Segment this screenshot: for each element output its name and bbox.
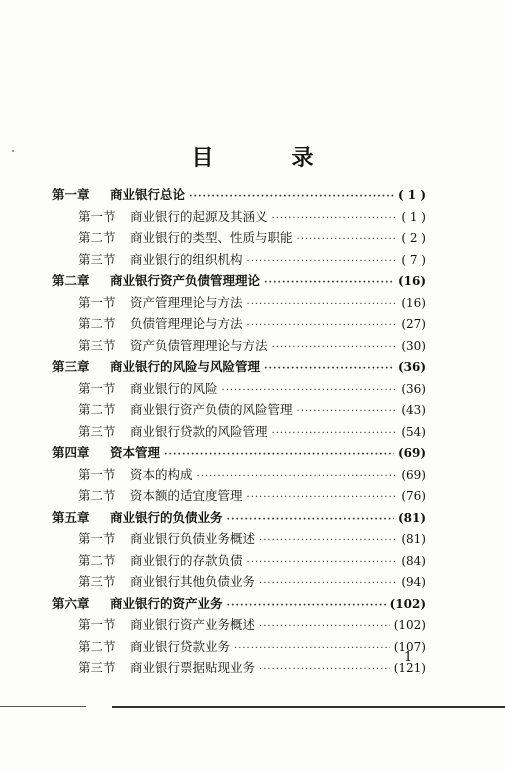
entry-title: 商业银行票据贴现业务 bbox=[130, 660, 256, 675]
entry-number: 第一节 bbox=[78, 208, 116, 224]
table-of-contents bbox=[52, 184, 426, 679]
entry-number: 第二节 bbox=[78, 552, 116, 568]
dot-leader bbox=[197, 466, 398, 488]
dot-leader bbox=[227, 595, 386, 617]
entry-page: (81) bbox=[401, 532, 426, 546]
dot-leader bbox=[247, 315, 398, 337]
entry-page: (107) bbox=[393, 639, 426, 654]
entry-number: 第二章 bbox=[52, 273, 90, 288]
toc-entry[interactable] bbox=[52, 249, 426, 271]
entry-page: (84) bbox=[401, 553, 426, 568]
toc-entry[interactable] bbox=[52, 335, 426, 357]
entry-number: 第五章 bbox=[52, 509, 90, 525]
entry-title: 商业银行贷款的风险管理 bbox=[130, 423, 268, 439]
toc-entry[interactable] bbox=[52, 378, 426, 400]
entry-title: 商业银行贷款业务 bbox=[130, 638, 231, 654]
toc-entry[interactable] bbox=[52, 206, 426, 228]
entry-title: 商业银行资产负债的风险管理 bbox=[130, 402, 293, 417]
entry-page: (43) bbox=[401, 403, 426, 417]
toc-entry[interactable] bbox=[52, 399, 426, 421]
entry-title: 商业银行的风险 bbox=[130, 380, 218, 396]
entry-page: (69) bbox=[397, 446, 426, 460]
entry-number: 第二节 bbox=[78, 230, 116, 245]
toc-entry[interactable] bbox=[52, 528, 426, 550]
entry-title: 商业银行负债业务概述 bbox=[130, 531, 256, 546]
toc-entry[interactable] bbox=[52, 571, 426, 593]
dot-leader bbox=[259, 659, 390, 681]
entry-title: 商业银行的存款负债 bbox=[130, 552, 243, 568]
toc-entry[interactable] bbox=[52, 614, 426, 636]
entry-number: 第二节 bbox=[78, 488, 116, 503]
entry-page: (27) bbox=[401, 317, 426, 331]
entry-number: 第一节 bbox=[78, 531, 116, 546]
scan-speck bbox=[12, 150, 14, 152]
entry-title: 资本的构成 bbox=[130, 466, 193, 482]
dot-leader bbox=[247, 552, 398, 574]
toc-entry[interactable] bbox=[52, 550, 426, 572]
entry-title: 商业银行资产负债管理理论 bbox=[110, 273, 261, 288]
entry-number: 第一节 bbox=[78, 617, 116, 632]
toc-entry[interactable] bbox=[52, 356, 426, 378]
entry-number: 第三节 bbox=[78, 251, 116, 267]
entry-title: 商业银行总论 bbox=[110, 187, 186, 202]
entry-page: (102) bbox=[393, 618, 426, 632]
dot-leader bbox=[264, 358, 394, 380]
entry-number: 第一章 bbox=[52, 187, 90, 202]
entry-number: 第二节 bbox=[78, 638, 116, 654]
dot-leader bbox=[189, 186, 394, 208]
entry-page: (121) bbox=[393, 661, 426, 675]
entry-title: 资产管理理论与方法 bbox=[130, 294, 243, 310]
entry-page: (94) bbox=[401, 575, 426, 589]
dot-leader bbox=[272, 423, 398, 445]
entry-page: (30) bbox=[401, 338, 426, 353]
entry-title: 商业银行的风险与风险管理 bbox=[110, 359, 261, 374]
footer-rule-right bbox=[112, 706, 505, 708]
dot-leader bbox=[234, 638, 390, 660]
dot-leader bbox=[259, 616, 390, 638]
entry-title: 资产负债管理理论与方法 bbox=[130, 337, 268, 353]
entry-number: 第二节 bbox=[78, 402, 116, 417]
entry-title: 商业银行资产业务概述 bbox=[130, 617, 256, 632]
entry-number: 第一节 bbox=[78, 466, 116, 482]
page-number: 1 bbox=[404, 650, 413, 665]
entry-page: (16) bbox=[397, 274, 426, 288]
entry-title: 商业银行的起源及其涵义 bbox=[130, 208, 268, 224]
toc-entry[interactable] bbox=[52, 464, 426, 486]
entry-title: 资本管理 bbox=[110, 445, 161, 460]
entry-page: (76) bbox=[401, 489, 426, 503]
entry-title: 商业银行的组织机构 bbox=[130, 251, 243, 267]
dot-leader bbox=[247, 294, 398, 316]
dot-leader bbox=[227, 509, 394, 531]
toc-entry[interactable] bbox=[52, 421, 426, 443]
entry-number: 第三章 bbox=[52, 359, 90, 374]
page-title: 目 录 bbox=[191, 146, 342, 171]
entry-number: 第三节 bbox=[78, 574, 116, 589]
toc-entry[interactable] bbox=[52, 507, 426, 529]
entry-page: (36) bbox=[401, 381, 426, 396]
toc-entry[interactable] bbox=[52, 270, 426, 292]
toc-entry[interactable] bbox=[52, 442, 426, 464]
entry-number: 第一节 bbox=[78, 294, 116, 310]
entry-number: 第三节 bbox=[78, 660, 116, 675]
dot-leader bbox=[259, 530, 397, 552]
entry-number: 第一节 bbox=[78, 380, 116, 396]
toc-entry[interactable] bbox=[52, 313, 426, 335]
dot-leader bbox=[272, 337, 398, 359]
dot-leader bbox=[259, 573, 397, 595]
entry-page: ( 1 ) bbox=[401, 209, 426, 224]
entry-number: 第四章 bbox=[52, 445, 90, 460]
dot-leader bbox=[247, 487, 398, 509]
toc-entry[interactable] bbox=[52, 636, 426, 658]
entry-number: 第二节 bbox=[78, 316, 116, 331]
toc-entry[interactable] bbox=[52, 184, 426, 206]
footer-rule-left bbox=[0, 706, 86, 707]
entry-title: 商业银行其他负债业务 bbox=[130, 574, 256, 589]
toc-entry[interactable] bbox=[52, 292, 426, 314]
entry-title: 商业银行的负债业务 bbox=[110, 509, 223, 525]
dot-leader bbox=[297, 229, 398, 251]
toc-entry[interactable] bbox=[52, 593, 426, 615]
entry-number: 第三节 bbox=[78, 423, 116, 439]
entry-title: 资本额的适宜度管理 bbox=[130, 488, 243, 503]
entry-page: (69) bbox=[401, 467, 426, 482]
entry-title: 商业银行的类型、性质与职能 bbox=[130, 230, 293, 245]
dot-leader bbox=[264, 272, 394, 294]
entry-page: ( 7 ) bbox=[401, 252, 426, 267]
entry-page: ( 2 ) bbox=[401, 231, 426, 245]
entry-page: (54) bbox=[401, 424, 426, 439]
dot-leader bbox=[222, 380, 398, 402]
entry-page: (81) bbox=[397, 510, 426, 525]
entry-page: (16) bbox=[401, 295, 426, 310]
entry-page: (102) bbox=[389, 596, 426, 611]
entry-page: (36) bbox=[397, 360, 426, 374]
entry-number: 第三节 bbox=[78, 337, 116, 353]
entry-title: 负债管理理论与方法 bbox=[130, 316, 243, 331]
toc-entry[interactable] bbox=[52, 227, 426, 249]
entry-number: 第六章 bbox=[52, 595, 90, 611]
dot-leader bbox=[164, 444, 394, 466]
toc-entry[interactable] bbox=[52, 485, 426, 507]
dot-leader bbox=[272, 208, 398, 230]
dot-leader bbox=[247, 251, 398, 273]
entry-title: 商业银行的资产业务 bbox=[110, 595, 223, 611]
dot-leader bbox=[297, 401, 398, 423]
toc-entry[interactable] bbox=[52, 657, 426, 679]
entry-page: ( 1 ) bbox=[397, 188, 426, 202]
